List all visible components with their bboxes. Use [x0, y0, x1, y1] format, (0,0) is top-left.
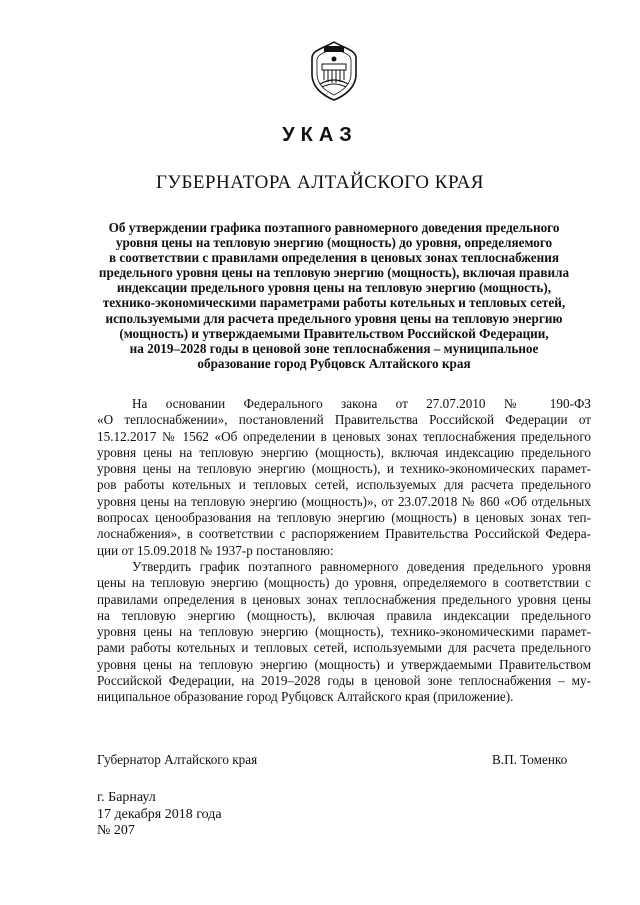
title-line: уровня цены на тепловую энергию (мощность) до уровня, определяемого	[115, 235, 553, 251]
body-line: уровня цены на тепловую энергию (мощность)», от 23.07.2018 № 860 «Об отдельных	[97, 493, 591, 509]
coat-of-arms-icon	[306, 40, 362, 102]
body-line: уровня цены на тепловую энергию (мощность), включая индексацию предельного	[97, 444, 591, 460]
title-line: образование город Рубцовск Алтайского края	[197, 355, 471, 371]
body-line: правилами определения в ценовых зонах теплоснабжения предельного уровня цены	[97, 591, 591, 607]
title-line: индексации предельного уровня цены на тепловую энергию (мощность),	[116, 280, 552, 296]
decree-title	[90, 220, 578, 371]
title-line: технико-экономическими параметрами работы котельных и тепловых сетей,	[102, 295, 566, 311]
city: г. Барнаул	[97, 790, 156, 805]
title-line: (мощность) и утверждаемыми Правительством Российской Федерации,	[119, 325, 549, 341]
signatory-name: В.П. Томенко	[492, 752, 568, 767]
body-line: ции от 15.09.2018 № 1937-р постановляю:	[97, 542, 334, 558]
body-line: «О теплоснабжении», постановлений Правительства Российской Федерации от	[97, 412, 591, 428]
body-line: ниципальное образование город Рубцовск Алтайского края (приложение).	[97, 689, 514, 705]
body-line: На основании Федерального закона от 27.07.2010 № 190-ФЗ	[132, 396, 591, 411]
body-line: цены на тепловую энергию (мощность) до уровня, определяемого в соответствии с	[97, 575, 591, 591]
decree-heading: УКАЗ	[282, 124, 358, 146]
body-line: уровня цены на тепловую энергию (мощность), технико-экономическими парамет-	[97, 624, 591, 640]
decree-body	[97, 396, 591, 706]
body-line: лоснабжения», в соответствии с распоряжением Правительства Российской Федера-	[97, 526, 591, 542]
title-line: в соответствии с правилами определения в ценовых зонах теплоснабжения	[109, 250, 559, 266]
body-line: 15.12.2017 № 1562 «Об определении в ценовых зонах теплоснабжения предельного	[97, 428, 591, 444]
body-line: на тепловую энергию (мощность), включая правила индексации предельного	[97, 607, 591, 623]
body-line: уровня цены на тепловую энергию (мощность), и технико-экономических парамет-	[97, 461, 591, 477]
body-line: рами работы котельных и тепловых сетей, используемыми для расчета предельного	[97, 640, 591, 656]
title-line: используемыми для расчета предельного уровня цены на тепловую энергию	[105, 310, 563, 326]
decree-number: № 207	[97, 823, 135, 838]
title-line: Об утверждении графика поэтапного равномерного доведения предельного	[108, 220, 560, 235]
issuer-heading: ГУБЕРНАТОРА АЛТАЙСКОГО КРАЯ	[156, 172, 484, 193]
body-line: ров работы котельных и тепловых сетей, используемых для расчета предельного	[97, 477, 591, 493]
signatory-position: Губернатор Алтайского края	[97, 752, 258, 767]
place-date-block	[97, 790, 222, 840]
title-line: на 2019–2028 годы в ценовой зоне теплоснабжения – муниципальное	[129, 340, 539, 356]
body-line: Утвердить график поэтапного равномерного доведения предельного уровня	[132, 558, 591, 574]
decree-date: 17 декабря 2018 года	[97, 806, 222, 822]
title-line: предельного уровня цены на тепловую энергию (мощность), включая правила	[98, 265, 570, 281]
body-line: уровня цены на тепловую энергию (мощность) и утверждаемыми Правительством	[97, 656, 591, 672]
body-line: вопросах ценообразования на тепловую энергию (мощность) в ценовых зонах теп-	[97, 510, 591, 526]
body-line: Российской Федерации, на 2019–2028 годы в ценовой зоне теплоснабжения – му-	[97, 673, 591, 689]
